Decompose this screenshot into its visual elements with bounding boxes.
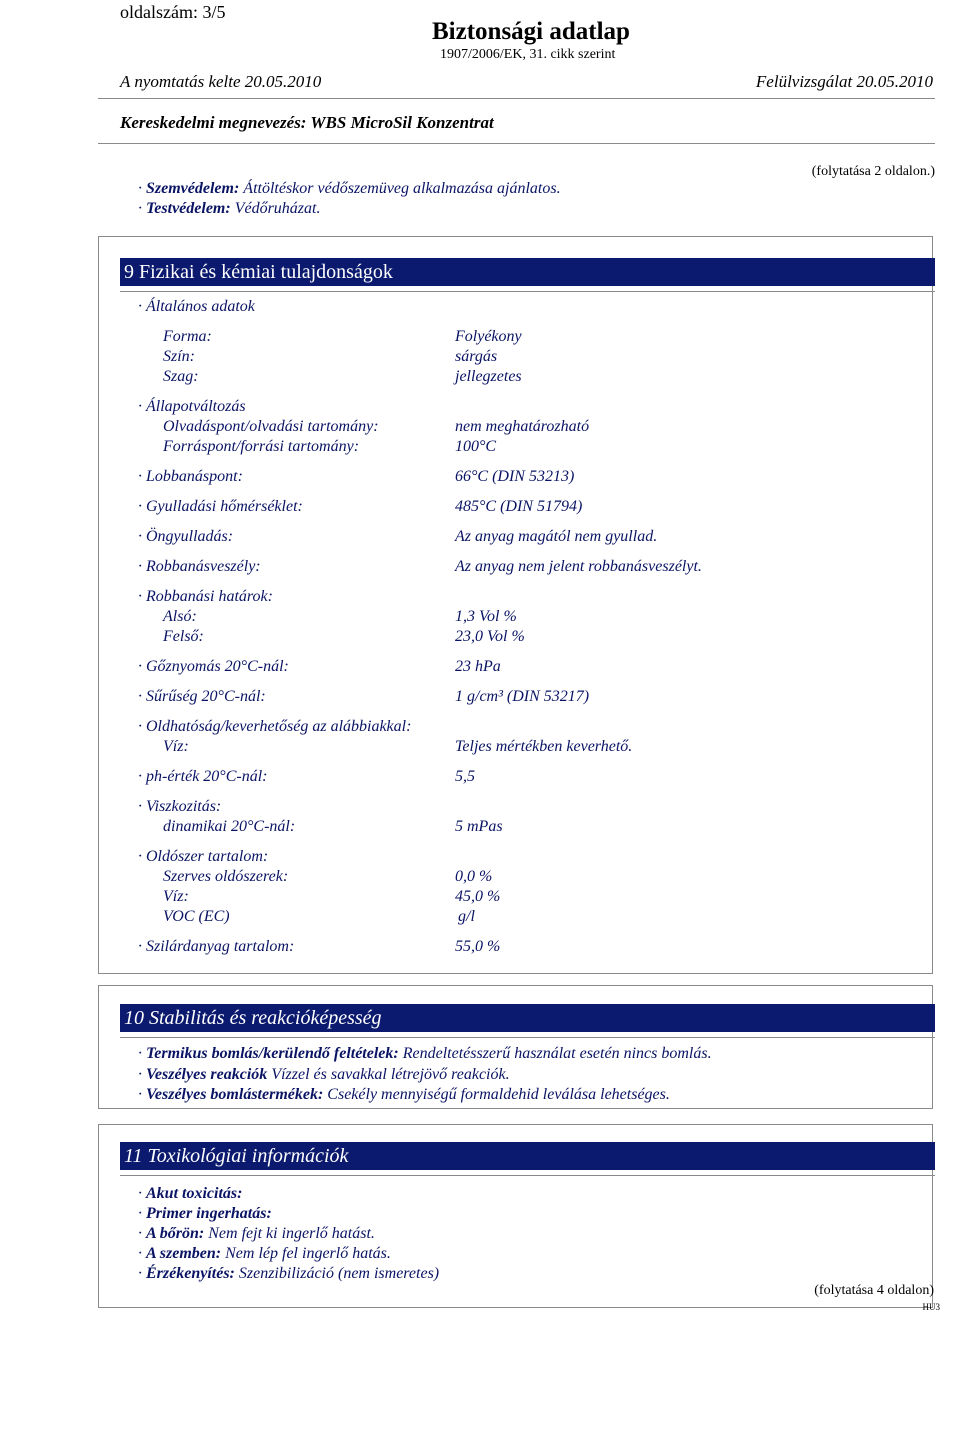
organic-solvent-label: Szerves oldószerek:: [163, 868, 289, 885]
ph-label: ph-érték 20°C-nál:: [146, 768, 268, 785]
thermal-value: Rendeltetésszerű használat esetén nincs bomlás.: [402, 1045, 712, 1062]
decomposition-products-label: Veszélyes bomlástermékek:: [146, 1086, 324, 1103]
decomposition-products-line: · Veszélyes bomlástermékek: Csekély mennyiségű formaldehid leválása lehetséges.: [138, 1086, 670, 1103]
explosion-value: Az anyag nem jelent robbanásveszélyt.: [455, 558, 702, 575]
flash-point-value: 66°C (DIN 53213): [455, 468, 575, 485]
dangerous-reactions-label: Veszélyes reakciók: [146, 1066, 268, 1083]
flash-point-label: Lobbanáspont:: [146, 468, 243, 485]
section-11-title: 11 Toxikológiai információk: [120, 1142, 935, 1170]
acute-toxicity-label: Akut toxicitás:: [146, 1185, 243, 1202]
primary-irritation-label: Primer ingerhatás:: [146, 1205, 272, 1222]
ph-row: · ph-érték 20°C-nál:: [138, 768, 268, 785]
density-value: 1 g/cm³ (DIN 53217): [455, 688, 590, 705]
sensitisation-line: · Érzékenyítés: Szenzibilizáció (nem ismeretes): [138, 1265, 440, 1282]
self-ignition-row: · Öngyulladás:: [138, 528, 234, 545]
organic-solvent-value: 0,0 %: [455, 868, 493, 885]
dynamic-viscosity-label: dinamikai 20°C-nál:: [163, 818, 296, 835]
solubility-label: Oldhatóság/keverhetőség az alábbiakkal:: [146, 718, 412, 735]
voc-label: VOC (EC): [163, 908, 230, 925]
vapour-pressure-label: Gőznyomás 20°C-nál:: [146, 658, 289, 675]
solubility-heading: · Oldhatóság/keverhetőség az alábbiakkal:: [138, 718, 412, 735]
continuation-from: (folytatása 2 oldalon.): [811, 164, 935, 179]
boiling-label: Forráspont/forrási tartomány:: [163, 438, 360, 455]
explosion-limits-heading: · Robbanási határok:: [138, 588, 273, 605]
odor-label: Szag:: [163, 368, 199, 385]
solvent-label: Oldószer tartalom:: [146, 848, 269, 865]
document-title: Biztonsági adatlap: [432, 18, 630, 45]
ignition-row: · Gyulladási hőmérséklet:: [138, 498, 303, 515]
footer-code: HU3: [922, 1302, 940, 1312]
dynamic-viscosity-value: 5 mPas: [455, 818, 503, 835]
solids-value: 55,0 %: [455, 938, 501, 955]
explosion-label: Robbanásveszély:: [146, 558, 261, 575]
color-value: sárgás: [455, 348, 498, 365]
water-value: Teljes mértékben keverhető.: [455, 738, 633, 755]
sensitisation-value: Szenzibilizáció (nem ismeretes): [238, 1265, 440, 1282]
solvent-heading: · Oldószer tartalom:: [138, 848, 269, 865]
regulation-reference: 1907/2006/EK, 31. cikk szerint: [440, 47, 616, 62]
viscosity-label: Viszkozitás:: [146, 798, 222, 815]
sensitisation-label: Érzékenyítés:: [146, 1265, 235, 1282]
melting-label: Olvadáspont/olvadási tartomány:: [163, 418, 379, 435]
solids-label: Szilárdanyag tartalom:: [146, 938, 295, 955]
body-protection-line: · Testvédelem: Védőruházat.: [138, 200, 321, 217]
melting-value: nem meghatározható: [455, 418, 590, 435]
eye-protection-line: · Szemvédelem: Áttöltéskor védőszemüveg alkalmazása ajánlatos.: [138, 180, 561, 197]
general-data-label: Általános adatok: [146, 298, 255, 315]
flash-point-row: · Lobbanáspont:: [138, 468, 243, 485]
density-label: Sűrűség 20°C-nál:: [146, 688, 266, 705]
skin-line: · A bőrön: Nem fejt ki ingerlő hatást.: [138, 1225, 375, 1242]
section-9-title: 9 Fizikai és kémiai tulajdonságok: [120, 258, 935, 286]
header-divider: [98, 98, 935, 99]
trade-name: Kereskedelmi megnevezés: WBS MicroSil Konzentrat: [120, 113, 494, 132]
thermal-label: Termikus bomlás/kerülendő feltételek:: [146, 1045, 399, 1062]
density-row: · Sűrűség 20°C-nál:: [138, 688, 266, 705]
primary-irritation-line: · Primer ingerhatás:: [138, 1205, 272, 1222]
boiling-value: 100°C: [455, 438, 497, 455]
general-data-heading: · Általános adatok: [138, 298, 255, 315]
body-protection-label: Testvédelem:: [146, 200, 231, 217]
color-label: Szín:: [163, 348, 195, 365]
eye-value: Nem lép fel ingerlő hatás.: [225, 1245, 391, 1262]
body-protection-value: Védőruházat.: [234, 200, 321, 217]
form-value: Folyékony: [455, 328, 522, 345]
vapour-pressure-value: 23 hPa: [455, 658, 501, 675]
section-11-divider: [120, 1175, 935, 1176]
ignition-value: 485°C (DIN 51794): [455, 498, 583, 515]
water-content-label: Víz:: [163, 888, 189, 905]
eye-protection-value: Áttöltéskor védőszemüveg alkalmazása ajánlatos.: [243, 180, 561, 197]
skin-value: Nem fejt ki ingerlő hatást.: [208, 1225, 375, 1242]
trade-name-divider: [98, 143, 935, 144]
lower-limit-value: 1,3 Vol %: [455, 608, 517, 625]
decomposition-products-value: Csekély mennyiségű formaldehid leválása lehetséges.: [327, 1086, 670, 1103]
explosion-limits-label: Robbanási határok:: [146, 588, 273, 605]
upper-limit-value: 23,0 Vol %: [455, 628, 525, 645]
acute-toxicity-line: · Akut toxicitás:: [138, 1185, 243, 1202]
solids-row: · Szilárdanyag tartalom:: [138, 938, 295, 955]
odor-value: jellegzetes: [455, 368, 522, 385]
water-content-value: 45,0 %: [455, 888, 501, 905]
skin-label: A bőrön:: [146, 1225, 205, 1242]
section-10-divider: [120, 1037, 935, 1038]
thermal-line: · Termikus bomlás/kerülendő feltételek: Rendeltetésszerű használat esetén nincs bomlás.: [138, 1045, 712, 1062]
page-number: oldalszám: 3/5: [120, 2, 226, 22]
revision-date: Felülvizsgálat 20.05.2010: [755, 72, 933, 91]
upper-limit-label: Felső:: [163, 628, 204, 645]
ph-value: 5,5: [455, 768, 475, 785]
voc-value: g/l: [458, 908, 475, 925]
state-change-heading: · Állapotváltozás: [138, 398, 246, 415]
eye-line: · A szemben: Nem lép fel ingerlő hatás.: [138, 1245, 391, 1262]
continuation-to: (folytatása 4 oldalon): [814, 1283, 934, 1298]
eye-label: A szemben:: [146, 1245, 222, 1262]
lower-limit-label: Alsó:: [163, 608, 197, 625]
water-label: Víz:: [163, 738, 189, 755]
self-ignition-label: Öngyulladás:: [146, 528, 234, 545]
print-date: A nyomtatás kelte 20.05.2010: [120, 72, 322, 91]
vapour-pressure-row: · Gőznyomás 20°C-nál:: [138, 658, 289, 675]
section-10-title: 10 Stabilitás és reakcióképesség: [120, 1004, 935, 1032]
eye-protection-label: Szemvédelem:: [146, 180, 240, 197]
self-ignition-value: Az anyag magától nem gyullad.: [455, 528, 658, 545]
dangerous-reactions-line: · Veszélyes reakciók Vízzel és savakkal létrejövő reakciók.: [138, 1066, 510, 1083]
ignition-label: Gyulladási hőmérséklet:: [146, 498, 303, 515]
state-change-label: Állapotváltozás: [146, 398, 246, 415]
explosion-row: · Robbanásveszély:: [138, 558, 261, 575]
section-9-divider: [120, 291, 935, 292]
form-label: Forma:: [163, 328, 212, 345]
viscosity-heading: · Viszkozitás:: [138, 798, 222, 815]
dangerous-reactions-value: Vízzel és savakkal létrejövő reakciók.: [271, 1066, 510, 1083]
